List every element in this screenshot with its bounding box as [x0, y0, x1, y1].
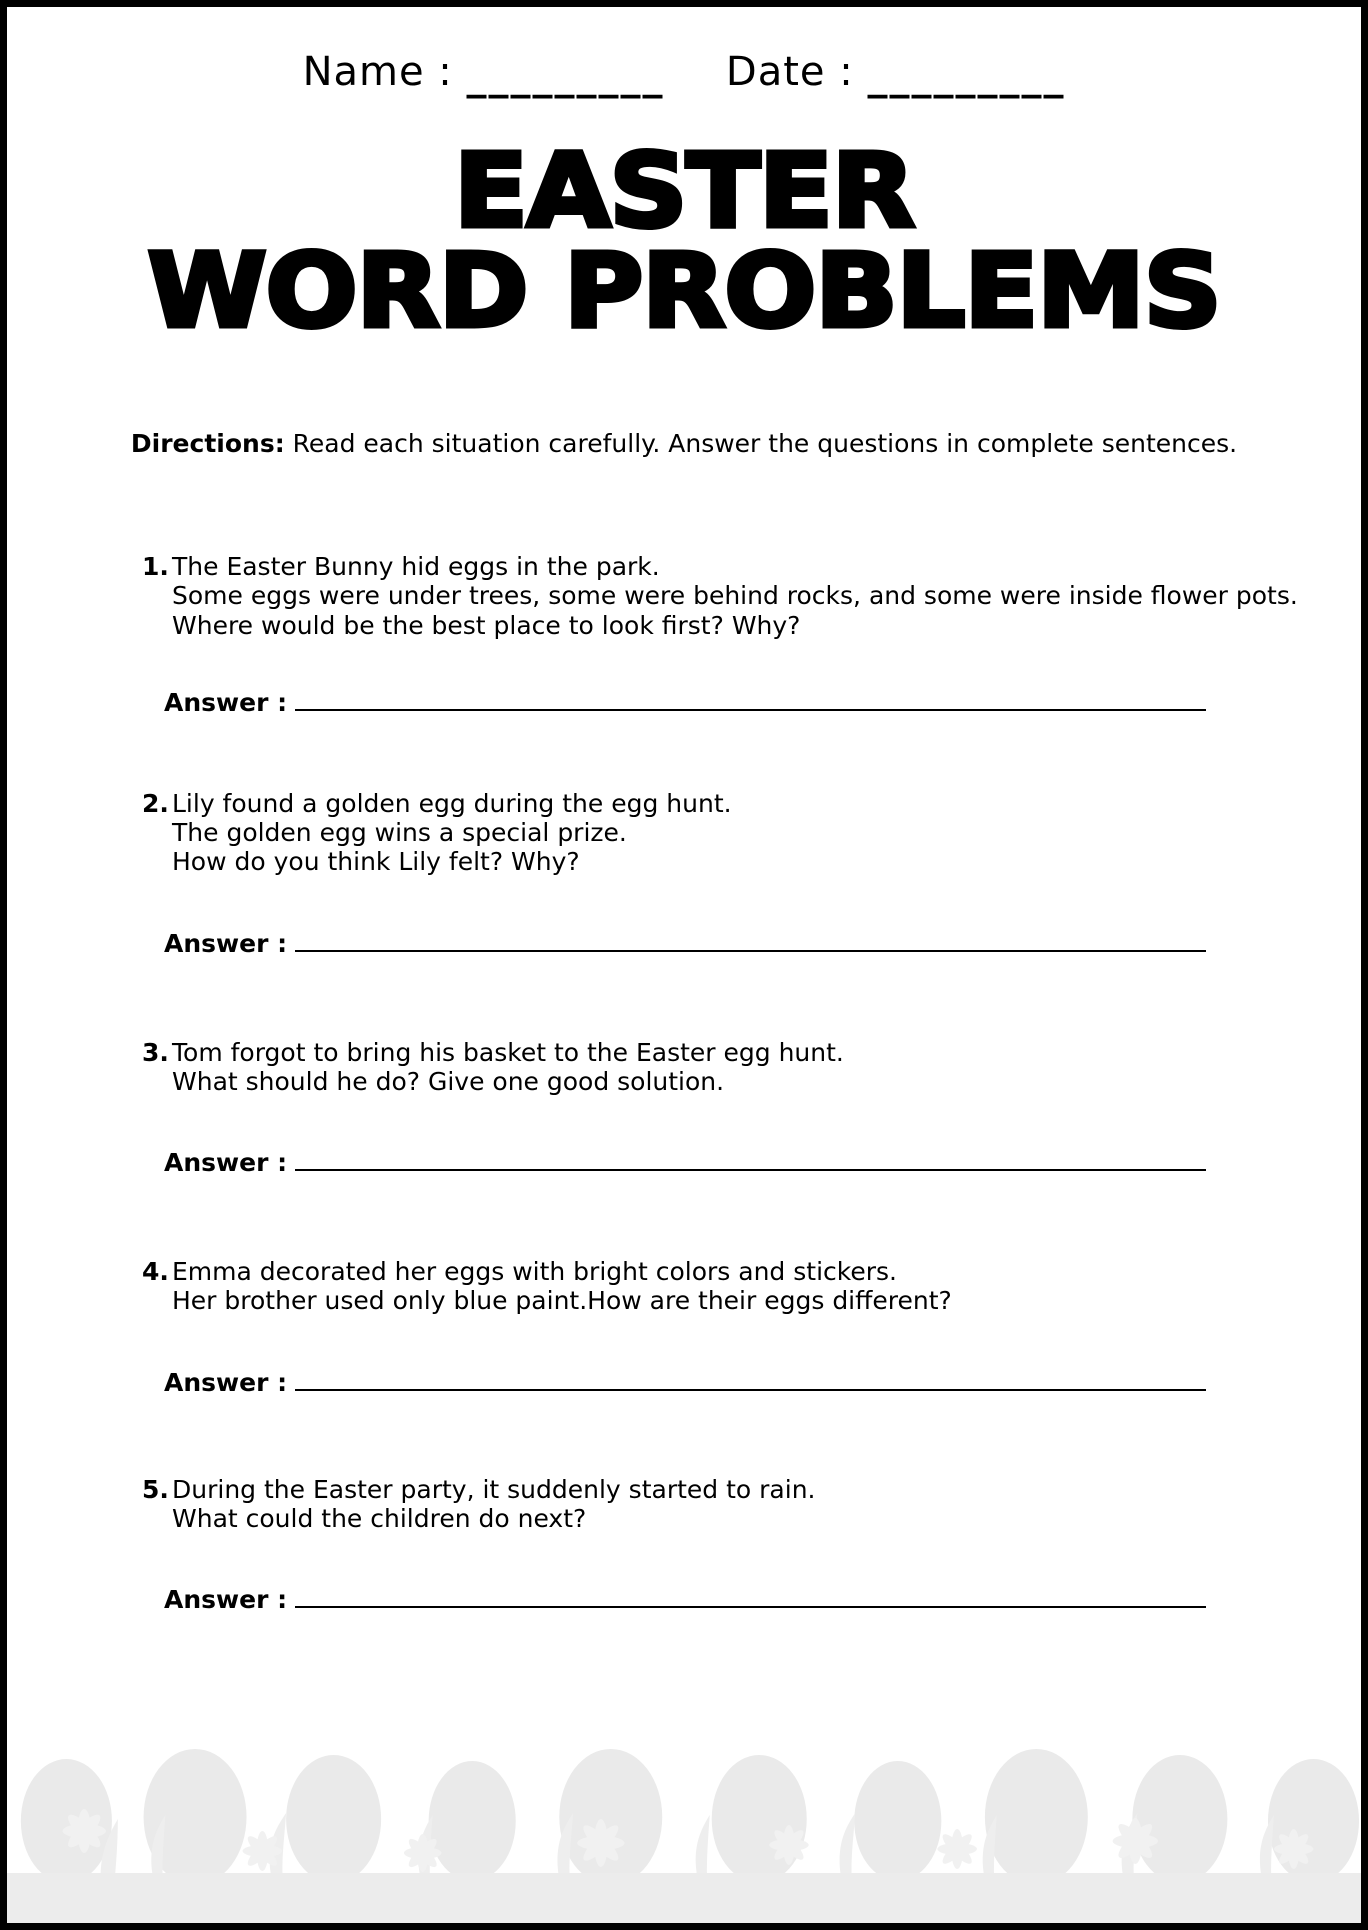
answer-label: Answer :	[164, 1148, 288, 1177]
question-head	[142, 1038, 1211, 1097]
name-date-row	[7, 49, 1361, 99]
question-number: 3.	[142, 1037, 169, 1067]
question-line: Lily found a golden egg during the egg hunt.	[172, 788, 732, 818]
answer-input-line[interactable]	[295, 1169, 1206, 1171]
easter-egg-decoration	[7, 1723, 1361, 1923]
page-title	[7, 132, 1361, 351]
answer-row	[164, 1368, 1211, 1397]
question-line: What should he do? Give one good solution.	[172, 1066, 725, 1096]
question-head	[142, 1257, 1211, 1316]
question-line: Her brother used only blue paint.How are their eggs different?	[172, 1286, 952, 1316]
question-number: 2.	[142, 788, 169, 818]
question-number: 5.	[142, 1474, 169, 1504]
name-label: Name :	[302, 49, 453, 95]
question-text	[172, 552, 1298, 640]
question-number: 4.	[142, 1257, 169, 1286]
question-number: 1.	[142, 552, 169, 581]
question-head	[142, 789, 1211, 877]
answer-row	[164, 688, 1211, 717]
title-line-2: WORD PROBLEMS	[147, 231, 1221, 351]
answer-input-line[interactable]	[295, 709, 1206, 711]
directions-label: Directions:	[130, 429, 285, 458]
answer-input-line[interactable]	[295, 950, 1206, 952]
answer-input-line[interactable]	[295, 1606, 1206, 1608]
question-line: Where would be the best place to look first? Why?	[172, 610, 801, 640]
date-label: Date :	[725, 49, 854, 95]
answer-label: Answer :	[164, 1585, 288, 1614]
name-blank-field[interactable]: _________	[466, 53, 665, 99]
answer-row	[164, 1585, 1211, 1614]
question-head	[142, 1475, 1211, 1534]
question-text	[172, 1038, 1211, 1097]
answer-input-line[interactable]	[295, 1389, 1206, 1391]
question-line: Emma decorated her eggs with bright colors and stickers.	[172, 1257, 897, 1286]
answer-label: Answer :	[164, 687, 288, 717]
question-item	[142, 1257, 1211, 1397]
question-line: The golden egg wins a special prize.	[172, 818, 627, 847]
answer-row	[164, 1148, 1211, 1177]
answer-label: Answer :	[164, 1367, 288, 1397]
answer-row	[164, 929, 1211, 958]
question-line: During the Easter party, it suddenly started to rain.	[172, 1474, 816, 1504]
question-text	[172, 789, 1211, 877]
question-line: How do you think Lily felt? Why?	[172, 847, 580, 877]
question-line: The Easter Bunny hid eggs in the park.	[172, 552, 660, 581]
question-text	[172, 1257, 1211, 1316]
answer-label: Answer :	[164, 928, 288, 958]
question-line: Some eggs were under trees, some were behind rocks, and some were inside flower pots.	[172, 581, 1298, 611]
question-line: What could the children do next?	[172, 1503, 587, 1533]
directions-text: Read each situation carefully. Answer the questions in complete sentences.	[284, 429, 1238, 458]
question-head	[142, 552, 1298, 640]
question-item	[142, 1475, 1211, 1615]
date-blank-field[interactable]: _________	[867, 53, 1066, 99]
question-text	[172, 1475, 1211, 1534]
question-item	[142, 789, 1211, 958]
question-item	[142, 1038, 1211, 1178]
questions-list	[142, 552, 1298, 1614]
directions-line	[7, 429, 1361, 458]
title-line-1: EASTER	[454, 132, 914, 251]
question-line: Tom forgot to bring his basket to the Easter egg hunt.	[172, 1037, 844, 1067]
question-item	[142, 552, 1298, 717]
